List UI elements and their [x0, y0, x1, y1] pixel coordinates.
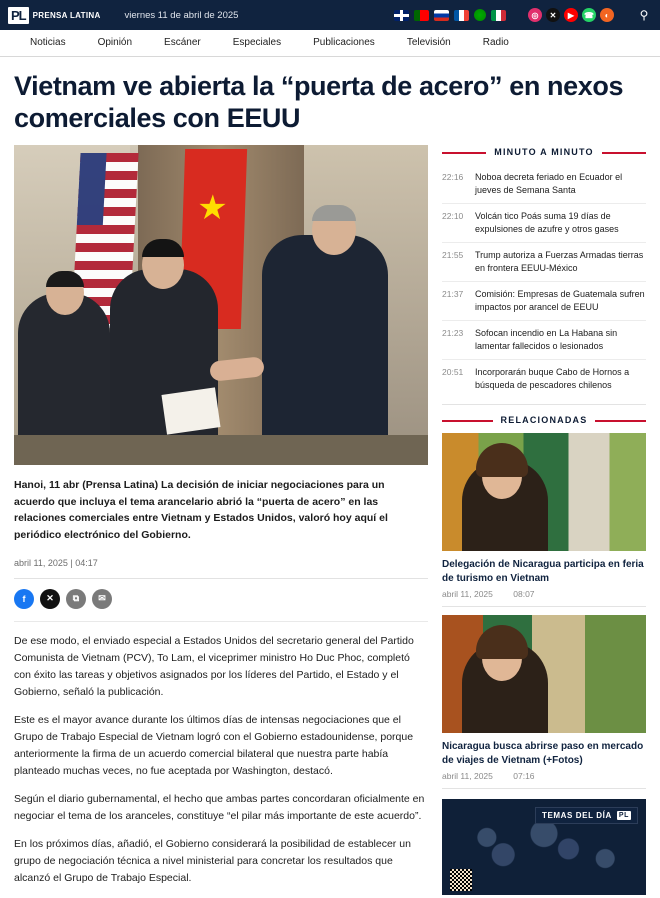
minuto-a-minuto-label: MINUTO A MINUTO	[486, 147, 602, 157]
related-card[interactable]	[442, 615, 646, 789]
x-share-icon[interactable]: ✕	[40, 589, 60, 609]
item-time: 20:51	[442, 367, 464, 378]
item-text[interactable]: Comisión: Empresas de Guatemala sufren impactos por arancel de EEUU	[475, 289, 645, 313]
search-icon[interactable]: ⚲	[639, 8, 649, 22]
youtube-icon[interactable]: ▶	[564, 8, 578, 22]
x-twitter-icon[interactable]: ✕	[546, 8, 560, 22]
related-title[interactable]: Delegación de Nicaragua participa en feria de turismo en Vietnam	[442, 559, 644, 584]
relacionadas-heading	[442, 415, 646, 425]
language-flags[interactable]	[394, 9, 506, 21]
nav-item-escaner[interactable]: Escáner	[164, 37, 201, 48]
relacionadas-label: RELACIONADAS	[493, 415, 596, 425]
nav-item-television[interactable]: Televisión	[406, 37, 451, 48]
flag-italy-icon[interactable]	[491, 10, 506, 21]
nav-item-noticias[interactable]: Noticias	[30, 37, 66, 48]
instagram-icon[interactable]: ◎	[528, 8, 542, 22]
nav-item-publicaciones[interactable]: Publicaciones	[313, 37, 375, 48]
list-item[interactable]	[442, 282, 646, 321]
related-thumbnail[interactable]	[442, 433, 646, 551]
list-item[interactable]	[442, 165, 646, 204]
item-text[interactable]: Trump autoriza a Fuerzas Armadas tierras en frontera EEUU-México	[475, 249, 644, 273]
article-paragraph: Según el diario gubernamental, el hecho que ambas partes concordaran oficialmente en negociar el tema de los aranceles, constituye “el pilar más importante de este acuerdo”.	[14, 792, 425, 822]
qr-code-icon	[450, 869, 472, 891]
whatsapp-icon[interactable]: ☎	[582, 8, 596, 22]
logo-mark: PL	[8, 7, 29, 24]
flag-russia-icon[interactable]	[434, 10, 449, 21]
article-lead-photo	[14, 145, 428, 465]
related-date: abril 11, 2025	[442, 771, 493, 782]
temas-badge-logo: PL	[618, 812, 629, 820]
site-logo[interactable]	[8, 7, 101, 24]
page-title: Vietnam ve abierta la “puerta de acero” en nexos comerciales con EEUU	[14, 71, 624, 133]
flag-uk-icon[interactable]	[394, 10, 409, 21]
list-item[interactable]	[442, 204, 646, 243]
item-time: 22:16	[442, 171, 464, 182]
minuto-a-minuto-heading	[442, 147, 646, 157]
item-time: 22:10	[442, 210, 464, 221]
item-text[interactable]: Volcán tico Poás suma 19 días de expulsiones de azufre y otros gases	[475, 210, 619, 234]
flag-portugal-icon[interactable]	[414, 10, 429, 21]
related-time: 07:16	[513, 771, 535, 782]
top-bar	[0, 0, 660, 30]
content-wrapper	[0, 145, 660, 898]
related-thumbnail[interactable]	[442, 615, 646, 733]
thumb-hair	[476, 443, 528, 477]
sidebar	[442, 145, 646, 898]
article-column	[14, 145, 428, 898]
nav-item-radio[interactable]: Radio	[482, 37, 509, 48]
photo-hair-right	[312, 205, 356, 221]
photo-person-right	[262, 235, 388, 465]
article-paragraph: En los próximos días, añadió, el Gobierno considerará la posibilidad de establecer un grupo de negociación técnica a nivel ministerial para concretar los resultados que alcanzó el Grupo de Trabajo Especial.	[14, 837, 411, 884]
related-date: abril 11, 2025	[442, 589, 493, 600]
photo-floor	[14, 435, 428, 465]
item-text[interactable]: Incorporarán buque Cabo de Hornos a búsqueda de pescadores chilenos	[475, 367, 630, 391]
list-item[interactable]	[442, 321, 646, 360]
article-body	[14, 633, 428, 887]
logo-text: PRENSA LATINA	[32, 10, 101, 20]
list-item[interactable]	[442, 360, 646, 398]
share-bar[interactable]	[14, 579, 428, 622]
article-paragraph: Este es el mayor avance durante los últimos días de intensas negociaciones que el Grupo de Trabajo Especial de Vietnam logró con el Gobierno estadounidense, porque anteriormente la firma de un acuerdo comercial bilateral que nuestra parte había planteado muchas veces, no fue aceptada por Washington, destacó.	[14, 713, 414, 777]
related-title[interactable]: Nicaragua busca abrirse paso en mercado de viajes de Vietnam (+Fotos)	[442, 741, 644, 766]
article-lead: Hanoi, 11 abr (Prensa Latina) La decisión de iniciar negociaciones para un acuerdo que incluya el tema arancelario abrió la “puerta de acero” en las relaciones comerciales entre Vietnam y Estados Unidos, valoró hoy aquí el periódico electrónico del Gobierno.	[14, 478, 388, 542]
copy-link-icon[interactable]: ⧉	[66, 589, 86, 609]
flag-green-round-icon[interactable]	[474, 9, 486, 21]
item-text[interactable]: Sofocan incendio en La Habana sin lamentar fallecidos o lesionados	[475, 328, 618, 352]
current-date: viernes 11 de abril de 2025	[124, 9, 239, 21]
rss-icon[interactable]: ◐	[600, 8, 614, 22]
photo-document	[161, 387, 220, 434]
social-links[interactable]	[528, 8, 614, 22]
flag-france-icon[interactable]	[454, 10, 469, 21]
facebook-share-icon[interactable]: f	[14, 589, 34, 609]
item-time: 21:37	[442, 289, 464, 299]
related-card[interactable]	[442, 433, 646, 607]
main-nav[interactable]	[0, 30, 660, 57]
minuto-a-minuto-list	[442, 165, 646, 406]
list-item[interactable]	[442, 243, 646, 282]
email-share-icon[interactable]: ✉	[92, 589, 112, 609]
related-time: 08:07	[513, 589, 535, 600]
nav-item-opinion[interactable]: Opinión	[97, 37, 133, 48]
temas-badge-label: TEMAS DEL DÍA	[541, 811, 612, 821]
related-meta	[442, 771, 646, 789]
temas-del-dia-panel[interactable]	[442, 799, 646, 895]
item-time: 21:23	[442, 328, 464, 339]
item-time: 21:55	[442, 249, 464, 260]
article-paragraph: De ese modo, el enviado especial a Estados Unidos del secretario general del Partido Comunista de Vietnam (PCV), To Lam, el viceprimer ministro Ho Duc Phoc, completó con éxito las tareas y objetivos asignados por los líderes del Partido, el Estado y el Gobierno, señaló la publicación.	[14, 634, 414, 698]
article-timestamp: abril 11, 2025 | 04:17	[14, 554, 428, 579]
nav-item-especiales[interactable]: Especiales	[232, 37, 282, 48]
thumb-hair	[476, 625, 528, 659]
item-text[interactable]: Noboa decreta feriado en Ecuador el jueves de Semana Santa	[475, 171, 623, 195]
related-meta	[442, 589, 646, 607]
status-badge[interactable]	[535, 807, 638, 824]
